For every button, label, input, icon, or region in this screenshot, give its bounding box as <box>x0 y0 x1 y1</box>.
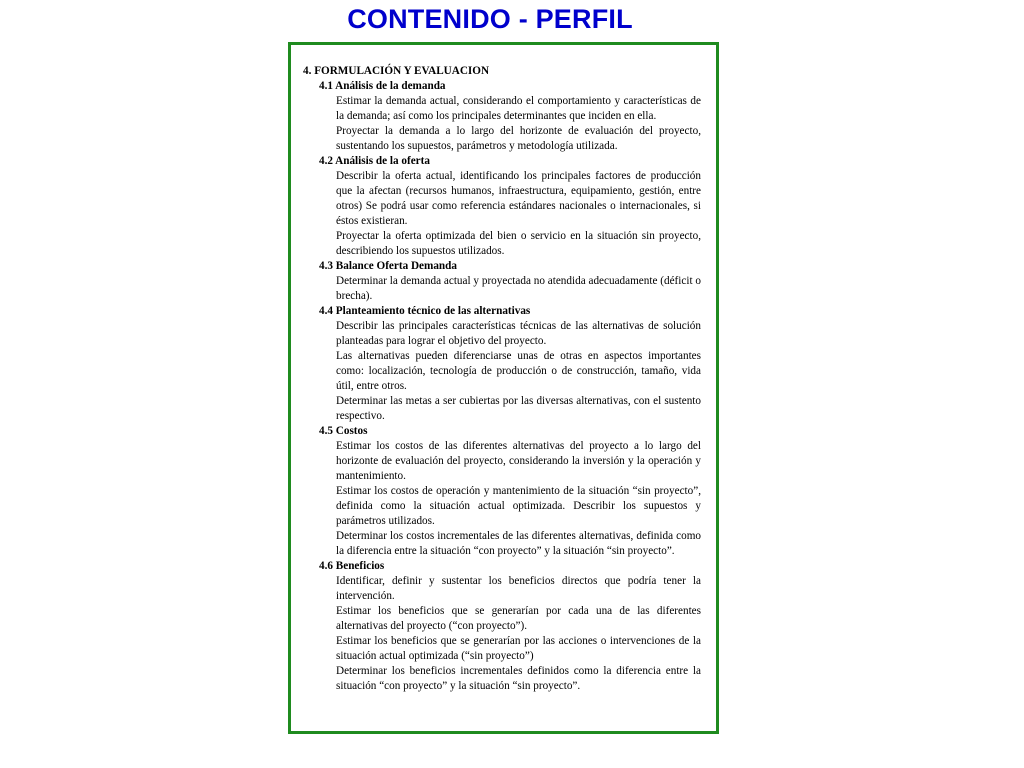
paragraph: Proyectar la oferta optimizada del bien o servicio en la situación sin proyecto, describiendo los supuestos utilizados. <box>336 230 701 257</box>
paragraph: Las alternativas pueden diferenciarse unas de otras en aspectos importantes como: localización, tecnología de producción o de construcción, tamaño, vida útil, entre otros. <box>336 350 701 392</box>
paragraph: Determinar los costos incrementales de las diferentes alternativas, definida como la diferencia entre la situación “con proyecto” y la situación “sin proyecto”. <box>336 530 701 557</box>
paragraph: Estimar los beneficios que se generarían por cada una de las diferentes alternativas del proyecto (“con proyecto”). <box>336 605 701 632</box>
content-box <box>288 42 719 734</box>
section-title: 4.3 Balance Oferta Demanda <box>319 260 457 272</box>
slide-title: CONTENIDO - PERFIL <box>347 4 633 34</box>
section-title: 4.2 Análisis de la oferta <box>319 155 430 167</box>
main-heading: 4. FORMULACIÓN Y EVALUACION <box>303 65 490 77</box>
paragraph: Determinar las metas a ser cubiertas por las diversas alternativas, con el sustento respectivo. <box>336 395 701 422</box>
paragraph: Estimar los costos de las diferentes alternativas del proyecto a lo largo del horizonte de evaluación del proyecto, considerando la inversión y la operación y mantenimiento. <box>336 440 701 482</box>
paragraph: Describir las principales características técnicas de las alternativas de solución planteadas para lograr el objetivo del proyecto. <box>336 320 701 347</box>
paragraph: Proyectar la demanda a lo largo del horizonte de evaluación del proyecto, sustentando los supuestos, parámetros y metodología utilizada. <box>336 125 701 152</box>
paragraph: Determinar la demanda actual y proyectada no atendida adecuadamente (déficit o brecha). <box>336 275 701 302</box>
section-title: 4.1 Análisis de la demanda <box>319 80 446 92</box>
paragraph: Determinar los beneficios incrementales definidos como la diferencia entre la situación “con proyecto” y la situación “sin proyecto”. <box>336 665 701 692</box>
section-title: 4.6 Beneficios <box>319 560 385 572</box>
paragraph: Identificar, definir y sustentar los beneficios directos que podría tener la intervención. <box>336 575 701 602</box>
paragraph: Estimar los beneficios que se generarían por las acciones o intervenciones de la situación actual optimizada (“sin proyecto”) <box>336 635 701 662</box>
paragraph: Estimar los costos de operación y mantenimiento de la situación “sin proyecto”, definida como la situación actual optimizada. Describir los supuestos y parámetros utilizados. <box>336 485 701 527</box>
content-body <box>303 64 701 694</box>
section-title: 4.5 Costos <box>319 425 368 437</box>
section-title: 4.4 Planteamiento técnico de las alternativas <box>319 305 531 317</box>
paragraph: Estimar la demanda actual, considerando el comportamiento y características de la demanda; así como los principales determinantes que inciden en ella. <box>336 95 701 122</box>
paragraph: Describir la oferta actual, identificando los principales factores de producción que la afectan (recursos humanos, infraestructura, equipamiento, gestión, entre otros) Se podrá usar como referencia estándares nacionales o internacionales, si éstos existieran. <box>336 170 701 227</box>
